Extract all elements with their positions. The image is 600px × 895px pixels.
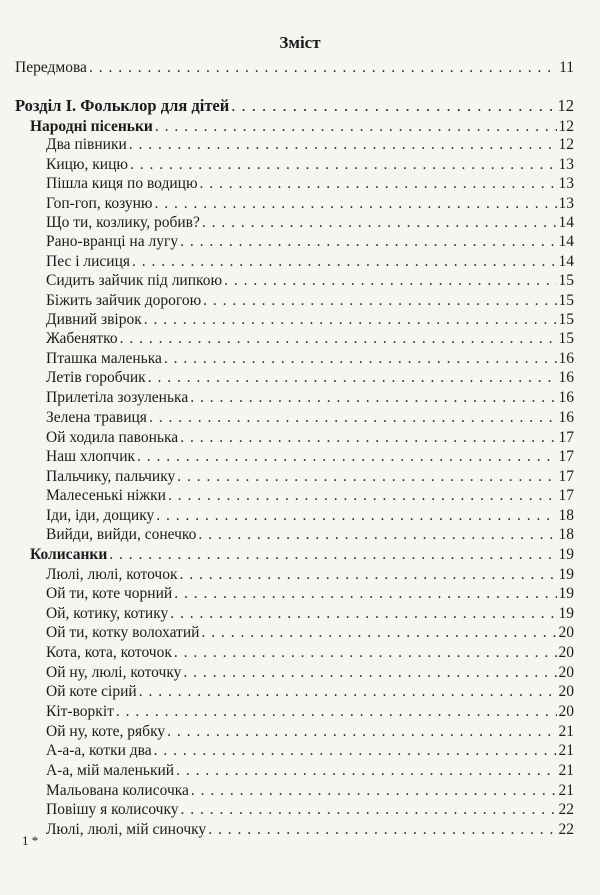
- toc-page-number: 19: [558, 546, 574, 563]
- toc-entry-title: Гоп-гоп, козуню: [46, 195, 153, 212]
- toc-page-number: 15: [558, 292, 574, 309]
- toc-entry: [46, 349, 574, 369]
- dot-leader: [200, 174, 557, 194]
- toc-entry: [46, 310, 574, 330]
- toc-page-number: 21: [558, 762, 574, 779]
- toc-page-number: 21: [558, 742, 574, 759]
- dot-leader: [144, 310, 557, 330]
- toc-entry: [46, 741, 574, 761]
- signature-mark: 1 *: [22, 833, 39, 848]
- dot-leader: [190, 388, 556, 408]
- toc-entry: [46, 761, 574, 781]
- toc-entry-title: Народні пісеньки: [30, 118, 153, 135]
- toc-entry: [46, 329, 574, 349]
- dot-leader: [155, 194, 557, 214]
- dot-leader: [180, 428, 556, 448]
- toc-entry: [46, 174, 574, 194]
- toc-entry: [46, 584, 574, 604]
- dot-leader: [132, 252, 556, 272]
- toc-entry: [46, 643, 574, 663]
- dot-leader: [129, 135, 557, 155]
- toc-section-entry: [15, 58, 574, 78]
- toc-page-number: 13: [558, 195, 574, 212]
- toc-entry: [46, 447, 574, 467]
- toc-entry: [46, 820, 574, 840]
- toc-entry: [46, 623, 574, 643]
- toc-entry-title: Біжить зайчик дорогою: [46, 292, 202, 309]
- toc-page-number: 14: [558, 214, 574, 231]
- toc-entry-title: Вийди, вийди, сонечко: [46, 526, 197, 543]
- toc-entry-title: Малесенькі ніжки: [46, 487, 166, 504]
- dot-leader: [155, 117, 557, 137]
- toc-entry-title: Пальчику, пальчику: [46, 468, 176, 485]
- dot-leader: [89, 58, 557, 78]
- toc-entry-title: А-а, мій маленький: [46, 762, 175, 779]
- toc-entry-title: Ой, котику, котику: [46, 605, 169, 622]
- toc-entry: [46, 194, 574, 214]
- toc-entry-title: Люлі, люлі, мій синочку: [46, 821, 207, 838]
- dot-leader: [168, 486, 557, 506]
- toc-entry-title: Пташка маленька: [46, 350, 162, 367]
- toc-page-number: 21: [558, 723, 574, 740]
- toc-entry: [46, 408, 574, 428]
- toc-entry: [46, 232, 574, 252]
- toc-entry-title: Ой ти, коте чорний: [46, 585, 173, 602]
- toc-page-number: 13: [558, 175, 574, 192]
- toc-entry-title: Пішла киця по водицю: [46, 175, 198, 192]
- toc-entry-title: Наш хлопчик: [46, 448, 136, 465]
- dot-leader: [201, 623, 556, 643]
- toc-page-number: 18: [558, 507, 574, 524]
- toc-entry: [46, 368, 574, 388]
- dot-leader: [231, 96, 555, 116]
- toc-entry-title: Мальована колисочка: [46, 782, 189, 799]
- toc-entry-title: Рано-вранці на лугу: [46, 233, 179, 250]
- toc-entry: [46, 291, 574, 311]
- toc-entry: [46, 252, 574, 272]
- toc-entry: [46, 428, 574, 448]
- page-title: Зміст: [279, 33, 321, 52]
- toc-page-number: 16: [558, 389, 574, 406]
- toc-entry: [46, 506, 574, 526]
- toc-entry-title: Ой ти, котку волохатий: [46, 624, 200, 641]
- dot-leader: [149, 408, 557, 428]
- toc-page-number: 15: [558, 311, 574, 328]
- toc-entry-title: Іди, іди, дощику: [46, 507, 155, 524]
- dot-leader: [148, 368, 557, 388]
- toc-page-number: 20: [558, 664, 574, 681]
- toc-page-number: 16: [558, 350, 574, 367]
- toc-subsection-entry: [30, 545, 574, 565]
- toc-entry-title: Ой ну, коте, рябку: [46, 723, 166, 740]
- dot-leader: [164, 349, 557, 369]
- toc-entry-title: Пес і лисиця: [46, 253, 131, 270]
- toc-entry: [46, 604, 574, 624]
- toc-page-number: 14: [558, 233, 574, 250]
- dot-leader: [203, 291, 556, 311]
- toc-entry-title: Кота, кота, коточок: [46, 644, 172, 661]
- dot-leader: [139, 682, 557, 702]
- toc-entry: [46, 388, 574, 408]
- toc-entry-title: Два півники: [46, 136, 127, 153]
- toc-entry: [46, 682, 574, 702]
- toc-page-number: 17: [558, 487, 574, 504]
- toc-section-entry: [15, 96, 574, 116]
- toc-entry: [46, 663, 574, 683]
- dot-leader: [191, 781, 557, 801]
- toc-page-number: 20: [558, 644, 574, 661]
- toc-entry-title: Колисанки: [30, 546, 108, 563]
- toc-page-number: 19: [558, 585, 574, 602]
- toc-page-number: 17: [558, 429, 574, 446]
- toc-entry-title: Сидить зайчик під липкою: [46, 272, 223, 289]
- dot-leader: [174, 643, 557, 663]
- toc-entry-title: Жабенятко: [46, 330, 118, 347]
- toc-page-number: 11: [559, 59, 574, 76]
- toc-page-number: 16: [558, 409, 574, 426]
- toc-page-number: 22: [558, 821, 574, 838]
- toc-page-number: 13: [558, 156, 574, 173]
- toc-page-number: 18: [558, 526, 574, 543]
- toc-entry-title: Летів горобчик: [46, 369, 146, 386]
- toc-entry: [46, 702, 574, 722]
- toc-entry: [46, 781, 574, 801]
- dot-leader: [183, 663, 556, 683]
- toc-page-number: 17: [558, 448, 574, 465]
- toc-page-number: 20: [558, 624, 574, 641]
- toc-entry-title: Ой ходила павонька: [46, 429, 179, 446]
- toc-entry-title: Кицю, кицю: [46, 156, 128, 173]
- toc-page-number: 15: [558, 272, 574, 289]
- dot-leader: [224, 271, 556, 291]
- dot-leader: [130, 155, 557, 175]
- dot-leader: [180, 232, 556, 252]
- toc-page-number: 17: [558, 468, 574, 485]
- toc-entry: [46, 486, 574, 506]
- toc-entry-title: Зелена травиця: [46, 409, 147, 426]
- toc-entry: [46, 213, 574, 233]
- toc-page-number: 15: [558, 330, 574, 347]
- toc-entry-title: Що ти, козлику, робив?: [46, 214, 200, 231]
- toc-entry-title: Дивний звірок: [46, 311, 142, 328]
- toc-page-number: 22: [558, 801, 574, 818]
- toc-entry: [46, 155, 574, 175]
- toc-subsection-entry: [30, 117, 574, 137]
- toc-page-number: 20: [558, 683, 574, 700]
- toc-entry: [46, 525, 574, 545]
- toc-page-number: 12: [558, 136, 574, 153]
- toc-page-number: 19: [558, 605, 574, 622]
- dot-leader: [120, 329, 557, 349]
- dot-leader: [208, 820, 556, 840]
- toc-entry-title: Ой коте сірий: [46, 683, 137, 700]
- toc-entry: [46, 565, 574, 585]
- toc-page-number: 12: [558, 118, 574, 135]
- dot-leader: [154, 741, 557, 761]
- toc-entry-title: Кіт-воркіт: [46, 703, 114, 720]
- dot-leader: [176, 761, 556, 781]
- toc-entry: [46, 271, 574, 291]
- toc-page-number: 20: [558, 703, 574, 720]
- toc-page-number: 21: [558, 782, 574, 799]
- dot-leader: [202, 213, 557, 233]
- toc-page-number: 16: [558, 369, 574, 386]
- toc-entry: [46, 722, 574, 742]
- toc-page-number: 12: [557, 96, 574, 115]
- dot-leader: [174, 584, 556, 604]
- toc-entry: [46, 800, 574, 820]
- dot-leader: [109, 545, 556, 565]
- dot-leader: [181, 800, 557, 820]
- dot-leader: [156, 506, 556, 526]
- toc-entry-title: А-а-а, котки два: [46, 742, 152, 759]
- dot-leader: [180, 565, 557, 585]
- toc-entry-title: Прилетіла зозуленька: [46, 389, 189, 406]
- toc-entry-title: Передмова: [15, 59, 87, 76]
- toc-entry-title: Розділ І. Фольклор для дітей: [15, 96, 230, 115]
- toc-entry-title: Люлі, люлі, коточок: [46, 566, 178, 583]
- toc-entry-title: Ой ну, люлі, коточку: [46, 664, 182, 681]
- dot-leader: [198, 525, 556, 545]
- dot-leader: [137, 447, 556, 467]
- dot-leader: [170, 604, 556, 624]
- dot-leader: [116, 702, 557, 722]
- dot-leader: [177, 467, 556, 487]
- toc-page-number: 14: [558, 253, 574, 270]
- dot-leader: [167, 722, 556, 742]
- toc-page-number: 19: [558, 566, 574, 583]
- toc-entry-title: Повішу я колисочку: [46, 801, 179, 818]
- toc-entry: [46, 135, 574, 155]
- toc-entry: [46, 467, 574, 487]
